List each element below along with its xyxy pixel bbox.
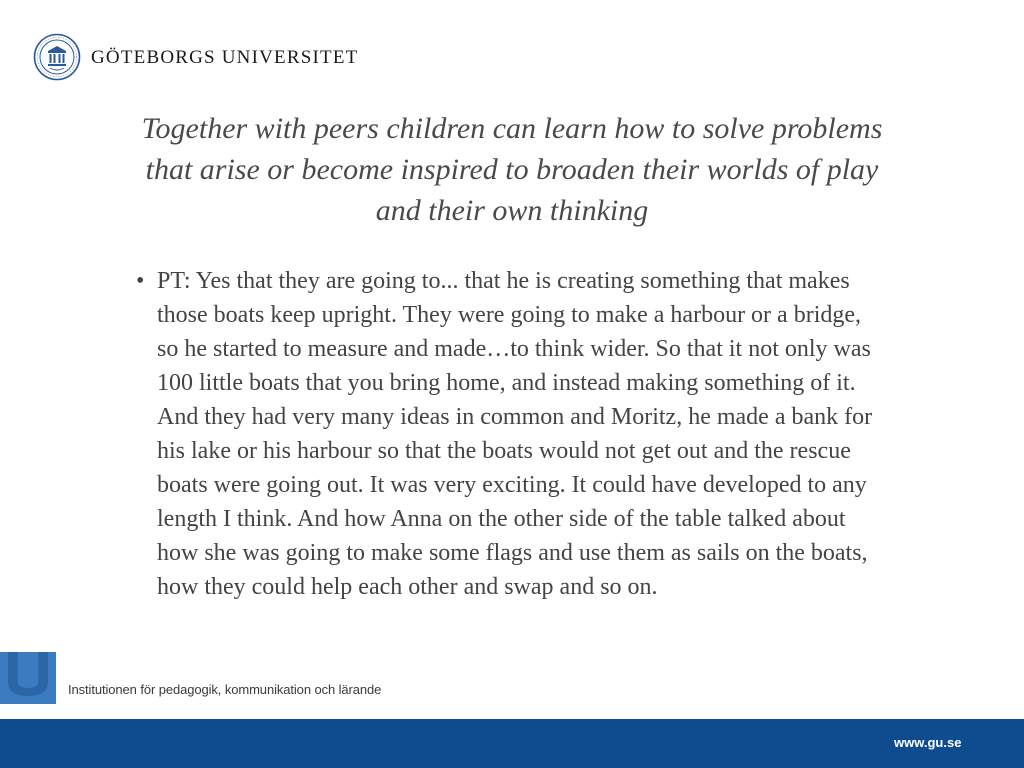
gu-u-logo-icon [0, 652, 56, 704]
bullet-text: PT: Yes that they are going to... that he is creating something that makes those boats keep upright. They were going to make a harbour or a bridge, so he started to measure and made…to think wider. So that it not only was 100 little boats that you bring home, and instead making something of it. And they had very many ideas in common and Moritz, he made a bank for his lake or his harbour so that the boats would not get out and the rescue boats were going out. It was very exciting. It could have developed to any length I think. And how Anna on the other side of the table talked about how she was going to make some flags and use them as sails on the boats, how they could help each other and swap and so on. [157, 268, 873, 600]
department-name: Institutionen för pedagogik, kommunikation och lärande [68, 682, 382, 697]
footer-bar [0, 719, 1024, 768]
header [33, 33, 358, 81]
university-seal-icon [33, 33, 81, 81]
website-link[interactable]: www.gu.se [894, 735, 962, 750]
bullet-marker: • [136, 268, 145, 294]
slide-title: Together with peers children can learn how to solve problems that arise or become inspired to broaden their worlds of play and their own thinking [141, 112, 883, 227]
university-name: GÖTEBORGS UNIVERSITET [91, 46, 359, 68]
